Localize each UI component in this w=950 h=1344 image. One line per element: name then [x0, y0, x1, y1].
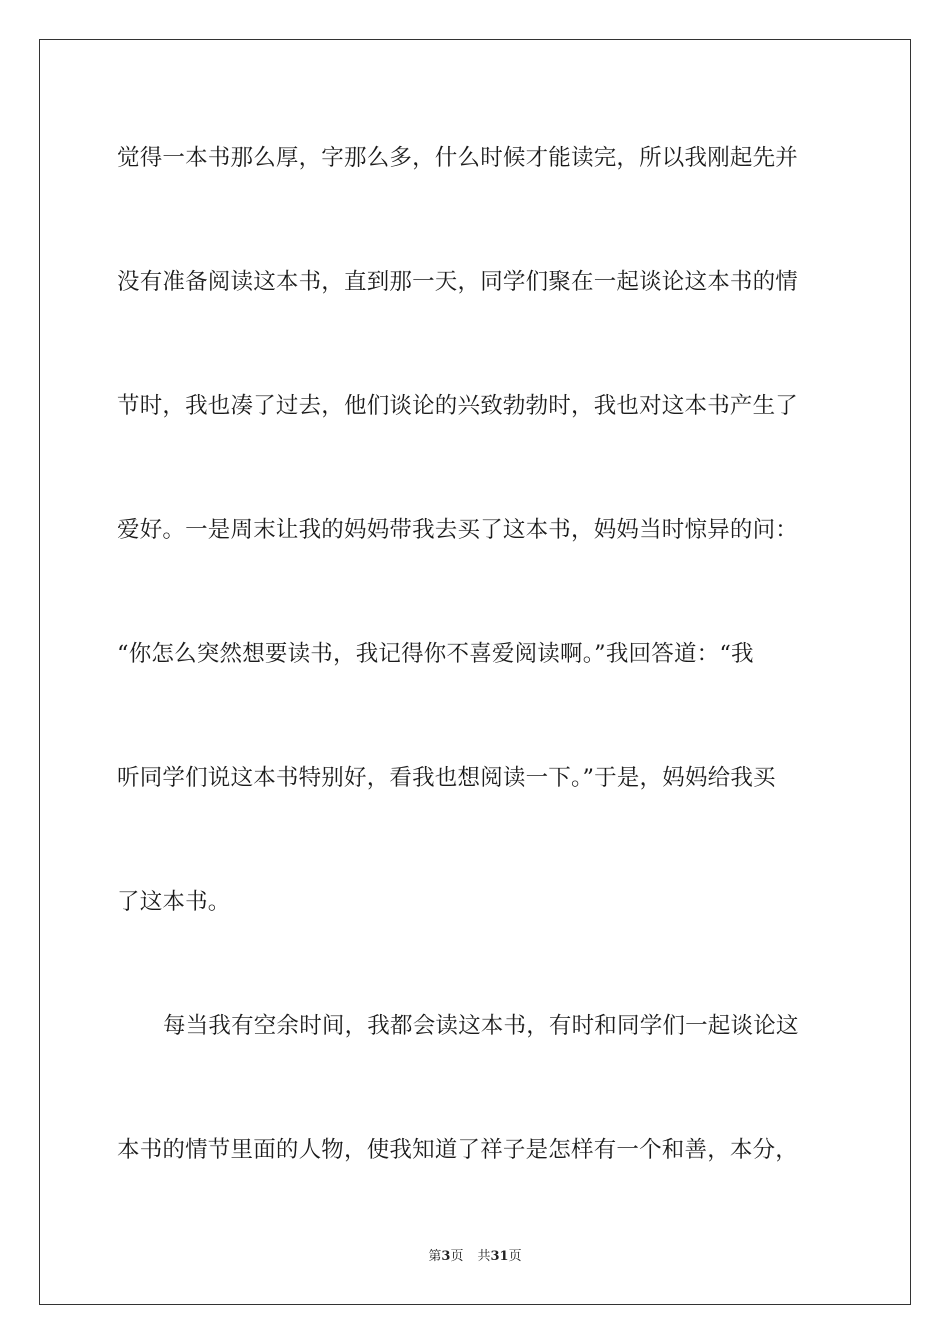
page-number: 3 [441, 1249, 451, 1264]
text-line: 节时，我也凑了过去，他们谈论的兴致勃勃时，我也对这本书产生了 [117, 393, 799, 419]
page-prefix: 第 [428, 1249, 442, 1264]
total-suffix: 页 [508, 1249, 522, 1264]
total-prefix: 共 [477, 1249, 491, 1264]
text-line: 觉得一本书那么厚，字那么多，什么时候才能读完，所以我刚起先并 [117, 145, 799, 171]
page-footer [0, 1249, 950, 1265]
text-line: 爱好。一是周末让我的妈妈带我去买了这本书，妈妈当时惊异的问： [117, 517, 799, 543]
page-suffix: 页 [450, 1249, 464, 1264]
text-line: 听同学们说这本书特别好，看我也想阅读一下。”于是，妈妈给我买 [117, 765, 776, 791]
text-line: 本书的情节里面的人物，使我知道了祥子是怎样有一个和善，本分， [117, 1137, 799, 1163]
paragraph-first-line: 每当我有空余时间，我都会读这本书，有时和同学们一起谈论这 [163, 1013, 799, 1039]
page-border [39, 39, 911, 1305]
total-pages: 31 [490, 1249, 509, 1264]
text-line: 没有准备阅读这本书，直到那一天，同学们聚在一起谈论这本书的情 [117, 269, 799, 295]
text-line: “你怎么突然想要读书，我记得你不喜爱阅读啊。”我回答道：“我 [117, 641, 754, 667]
text-line: 了这本书。 [117, 889, 231, 915]
